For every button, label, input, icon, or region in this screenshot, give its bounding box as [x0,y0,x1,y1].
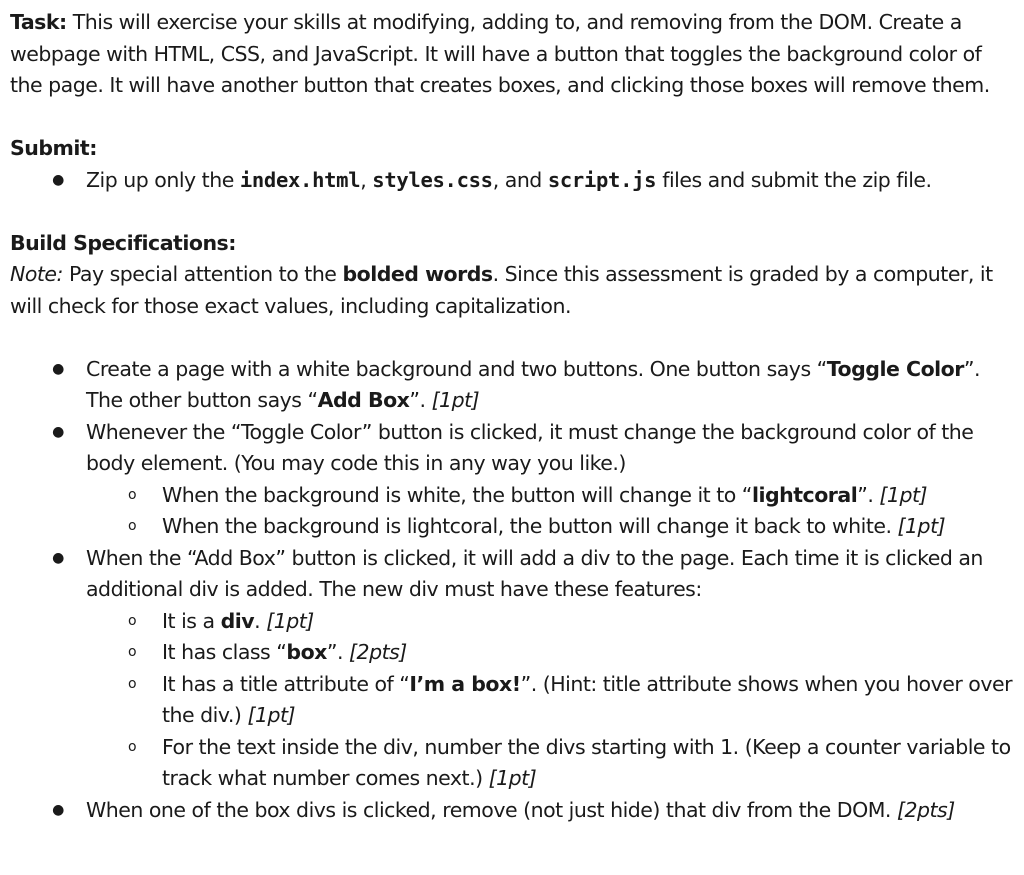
sub-text: It has class “ [162,640,287,664]
bullet-glyph: ● [52,423,64,440]
points: [1pt] [431,388,480,412]
submit-bullet [10,165,1014,197]
points: [1pt] [897,514,946,538]
spec-text: Whenever the “Toggle Color” button is clicked, it must change the background color of the body element. (You may code this in any way you like.) [86,419,974,475]
lightcoral-label: lightcoral [751,482,858,507]
file-index-html: index.html [239,167,361,192]
points: [2pts] [349,640,407,664]
sub-item-content [86,606,314,638]
sub-item-content [86,480,927,512]
spec-text: When one of the box divs is clicked, remove (not just hide) that div from the DOM. [86,797,897,822]
points: [1pt] [879,482,928,507]
add-box-label: Add Box [317,388,410,412]
bullet-glyph: ● [52,549,64,566]
sub-item [10,480,1014,512]
bullet-glyph: ● [52,801,64,818]
file-styles-css: styles.css [372,167,493,192]
build-heading: Build Specifications: [10,230,236,255]
sub-text: It has a title attribute of “ [162,671,410,696]
box-label: box [286,640,327,664]
title-attr-label: I’m a box! [409,671,521,696]
sub-bullet-glyph: o [127,518,137,534]
spec-item-toggle [10,417,1014,543]
spec-list [10,354,1014,827]
bullet-glyph: ● [52,360,64,377]
submit-text: , [360,167,373,192]
spec-item-page [10,354,1014,417]
sub-item-content [86,732,1014,795]
sub-text: When the background is lightcoral, the button will change it back to white. [162,514,898,538]
sub-bullet-glyph: o [127,486,137,503]
submit-list [10,165,1014,197]
submit-text: Zip up only the [86,167,240,192]
task-text: This will exercise your skills at modifying, adding to, and removing from the DOM. Create a webpage with HTML, CSS, and JavaScript. It will have a button that toggles the background color of the page. It will have another button that creates boxes, and clicking those boxes will remove them. [10,10,990,97]
div-label: div [220,608,255,633]
sub-text: When the background is white, the button will change it to “ [162,482,752,507]
note-text: Pay special attention to the [62,262,343,286]
note-text: . Since this assessment is graded by a computer, it will check for those exact values, including capitalization. [10,262,993,318]
spec-item-remove [10,795,1014,827]
file-script-js: script.js [547,167,657,192]
sub-text: ”. [857,482,880,507]
sub-text: ”. [326,640,350,664]
task-paragraph [10,7,1014,102]
toggle-color-label: Toggle Color [826,356,964,381]
bullet-glyph: ● [52,171,64,188]
submit-text: , and [492,167,548,192]
spec-text: ”. The other button says “ [86,356,981,412]
sub-item [10,511,1014,543]
note-paragraph [10,259,1014,322]
sub-item [10,637,1014,669]
sub-item-content [86,669,1014,732]
sub-text: . [254,608,267,633]
spec-text: ”. [409,388,432,412]
toggle-sublist [10,480,1014,543]
sub-item [10,669,1014,732]
sub-item [10,606,1014,638]
submit-text: files and submit the zip file. [656,167,932,192]
task-label: Task: [10,10,67,34]
sub-bullet-glyph: o [127,675,137,692]
sub-bullet-glyph: o [127,612,137,629]
note-label: Note: [10,262,63,286]
spec-text: Create a page with a white background and two buttons. One button says “ [86,356,827,381]
points: [1pt] [488,766,537,790]
sub-bullet-glyph: o [127,738,137,755]
sub-text: For the text inside the div, number the divs starting with 1. (Keep a counter variable to track what number comes next.) [162,734,1011,790]
sub-text: ”. (Hint: title attribute shows when you hover over the div.) [162,671,1013,727]
add-box-sublist [10,606,1014,795]
points: [1pt] [266,608,314,633]
spec-text: When the “Add Box” button is clicked, it will add a div to the page. Each time it is clicked an additional div is added. The new div must have these features: [86,545,983,601]
note-bold: bolded words [342,262,493,286]
spec-item-add-box [10,543,1014,795]
sub-item-content [86,511,945,543]
submit-heading: Submit: [10,136,97,160]
sub-bullet-glyph: o [127,644,137,660]
sub-text: It is a [162,608,221,633]
points: [2pts] [896,797,955,822]
sub-item [10,732,1014,795]
points: [1pt] [247,703,296,727]
